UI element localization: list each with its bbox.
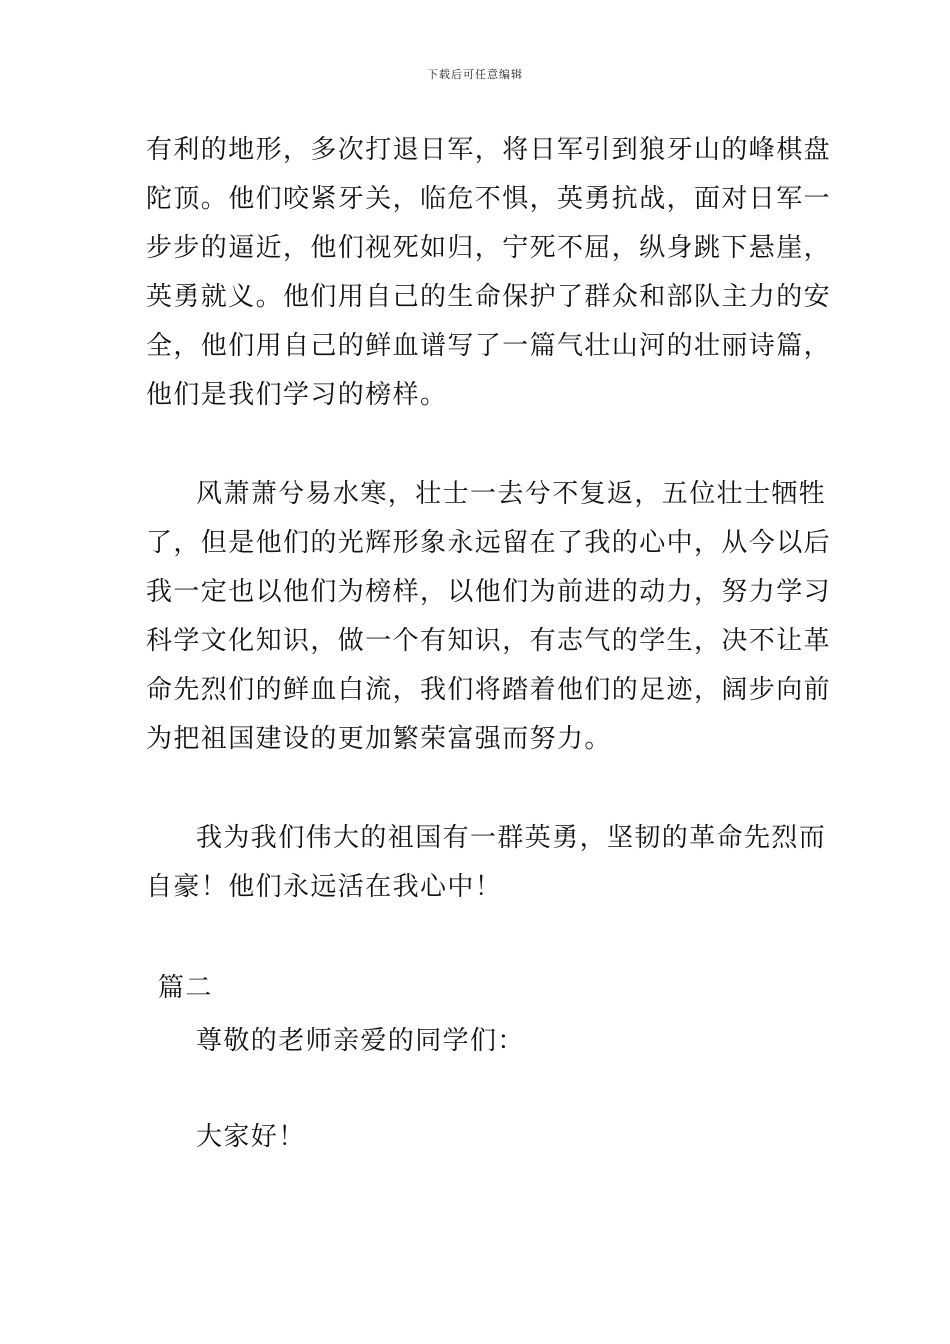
text-line: 我一定也以他们为榜样，以他们为前进的动力，努力学习: [146, 577, 832, 607]
text-line: 科学文化知识，做一个有知识，有志气的学生，决不让革: [146, 626, 832, 656]
text-line: 陀顶。他们咬紧牙关，临危不惧，英勇抗战，面对日军一: [146, 184, 832, 214]
text-line: 风萧萧兮易水寒，壮士一去兮不复返，五位壮士牺牲: [196, 479, 827, 509]
page-header: 下载后可任意编辑: [427, 68, 523, 81]
text-line: 他们是我们学习的榜样。: [146, 380, 448, 410]
text-line: 我为我们伟大的祖国有一群英勇，坚韧的革命先烈而: [196, 823, 827, 853]
text-line: 步步的逼近，他们视死如归，宁死不屈，纵身跳下悬崖，: [146, 233, 832, 263]
text-line: 了，但是他们的光辉形象永远留在了我的心中，从今以后: [146, 528, 832, 558]
text-line: 有利的地形，多次打退日军，将日军引到狼牙山的峰棋盘: [146, 135, 832, 165]
text-line: 全，他们用自己的鲜血谱写了一篇气壮山河的壮丽诗篇，: [146, 331, 832, 361]
salutation: 大家好！: [196, 1122, 306, 1152]
section-title: 篇二: [158, 973, 213, 1003]
greeting: 尊敬的老师亲爱的同学们：: [196, 1026, 525, 1056]
text-line: 命先烈们的鲜血白流，我们将踏着他们的足迹，阔步向前: [146, 675, 832, 705]
text-line: 自豪！他们永远活在我心中！: [146, 872, 503, 902]
text-line: 为把祖国建设的更加繁荣富强而努力。: [146, 724, 612, 754]
text-line: 英勇就义。他们用自己的生命保护了群众和部队主力的安: [146, 282, 832, 312]
